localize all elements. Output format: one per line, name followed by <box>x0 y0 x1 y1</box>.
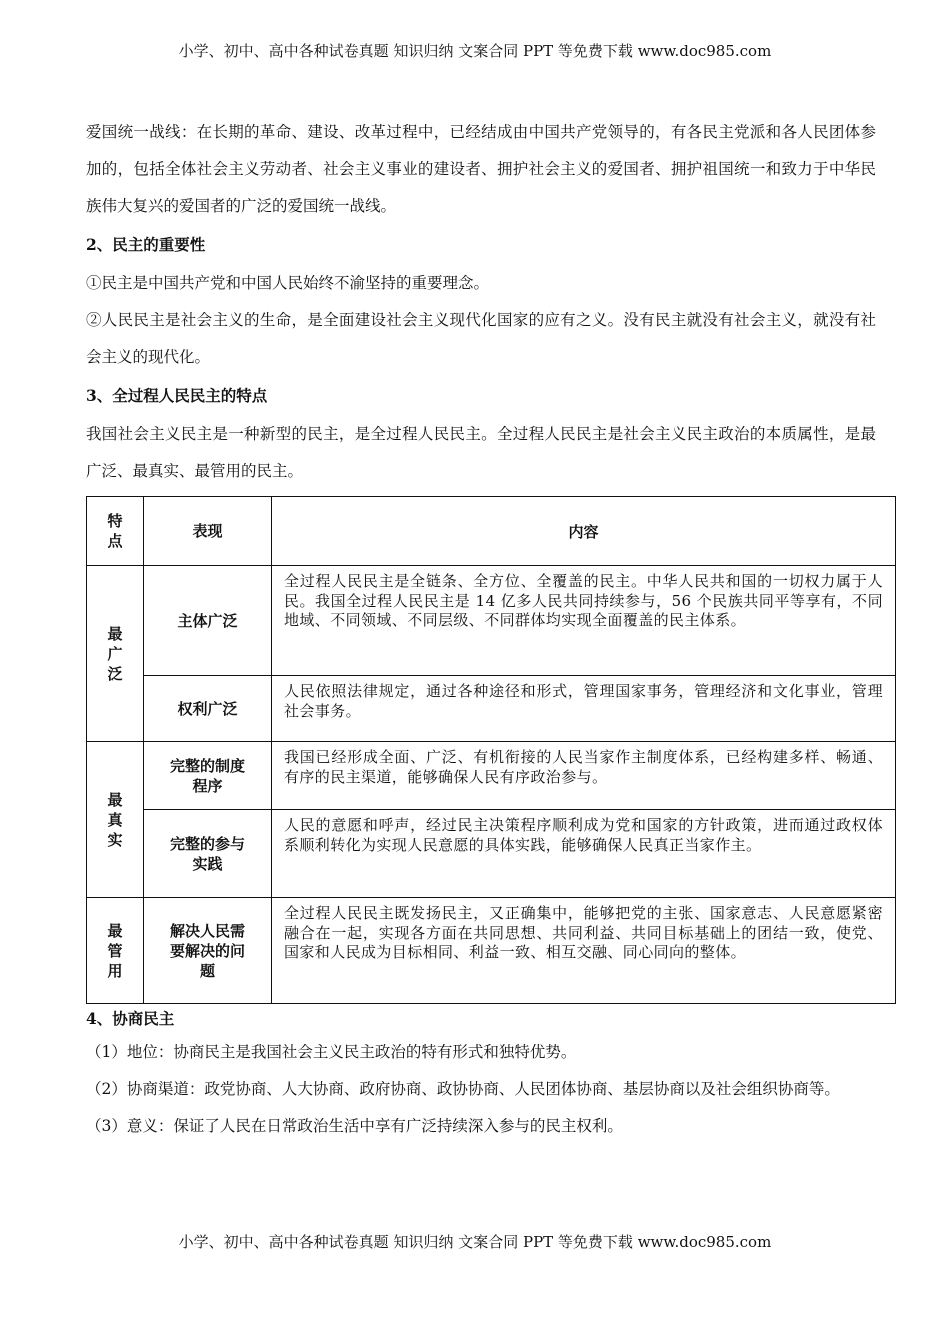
section-4-status: （1）地位：协商民主是我国社会主义民主政治的特有形式和独特优势。 <box>86 1043 577 1061</box>
header-content: 内容 <box>272 497 896 566</box>
table-header-row <box>87 497 896 566</box>
aspect-cell: 权利广泛 <box>144 676 272 742</box>
content-cell: 人民的意愿和呼声，经过民主决策程序顺利成为党和国家的方针政策，进而通过政权体系顺利转化为实现人民意愿的具体实践，能够确保人民真正当家作主。 <box>272 810 896 898</box>
content-cell: 全过程人民民主既发扬民主，又正确集中，能够把党的主张、国家意志、人民意愿紧密融合在一起，实现各方面在共同思想、共同利益、共同目标基础上的团结一致，使党、国家和人民成为目标相同、利益一致、相互交融、同心同向的整体。 <box>272 898 896 1004</box>
section-4-channels: （2）协商渠道：政党协商、人大协商、政府协商、政协协商、人民团体协商、基层协商以及社会组织协商等。 <box>86 1080 840 1098</box>
content-cell: 人民依照法律规定，通过各种途径和形式，管理国家事务，管理经济和文化事业，管理社会事务。 <box>272 676 896 742</box>
section-2-point-2: ②人民民主是社会主义的生命，是全面建设社会主义现代化国家的应有之义。没有民主就没有社会主义，就没有社会主义的现代化。 <box>86 311 876 366</box>
header-aspect: 表现 <box>144 497 272 566</box>
feature-cell-most-useful: 最管用 <box>87 898 144 1004</box>
content-cell: 全过程人民民主是全链条、全方位、全覆盖的民主。中华人民共和国的一切权力属于人民。我国全过程人民民主是 14 亿多人民共同持续参与，56 个民族共同平等享有，不同地域、不同领域、不同层级、不同群体均实现全面覆盖的民主体系。 <box>272 566 896 676</box>
features-table <box>86 496 896 1004</box>
section-2-title: 2、民主的重要性 <box>86 235 206 254</box>
feature-cell-broadest: 最广泛 <box>87 566 144 742</box>
table-row <box>87 566 896 676</box>
feature-cell-truest: 最真实 <box>87 742 144 898</box>
header-feature: 特点 <box>87 497 144 566</box>
aspect-cell: 解决人民需要解决的问题 <box>144 898 272 1004</box>
table-row <box>87 676 896 742</box>
page-header: 小学、初中、高中各种试卷真题 知识归纳 文案合同 PPT 等免费下载 www.doc985.com <box>178 42 772 60</box>
aspect-cell: 主体广泛 <box>144 566 272 676</box>
document-body <box>86 114 883 1145</box>
section-4-title: 4、协商民主 <box>86 1009 175 1028</box>
section-2-point-1: ①民主是中国共产党和中国人民始终不渝坚持的重要理念。 <box>86 274 490 292</box>
aspect-cell: 完整的参与实践 <box>144 810 272 898</box>
content-cell: 我国已经形成全面、广泛、有机衔接的人民当家作主制度体系，已经构建多样、畅通、有序的民主渠道，能够确保人民有序政治参与。 <box>272 742 896 810</box>
section-3-title: 3、全过程人民民主的特点 <box>86 386 268 405</box>
table-row <box>87 810 896 898</box>
aspect-cell: 完整的制度程序 <box>144 742 272 810</box>
features-table-wrapper <box>86 496 883 1004</box>
united-front-paragraph: 爱国统一战线：在长期的革命、建设、改革过程中，已经结成由中国共产党领导的，有各民主党派和各人民团体参加的，包括全体社会主义劳动者、社会主义事业的建设者、拥护社会主义的爱国者、拥护祖国统一和致力于中华民族伟大复兴的爱国者的广泛的爱国统一战线。 <box>86 123 876 215</box>
section-4-significance: （3）意义：保证了人民在日常政治生活中享有广泛持续深入参与的民主权利。 <box>86 1117 623 1135</box>
section-3-paragraph: 我国社会主义民主是一种新型的民主，是全过程人民民主。全过程人民民主是社会主义民主政治的本质属性，是最广泛、最真实、最管用的民主。 <box>86 425 876 480</box>
page-footer: 小学、初中、高中各种试卷真题 知识归纳 文案合同 PPT 等免费下载 www.doc985.com <box>178 1233 772 1251</box>
table-row <box>87 742 896 810</box>
table-row <box>87 898 896 1004</box>
